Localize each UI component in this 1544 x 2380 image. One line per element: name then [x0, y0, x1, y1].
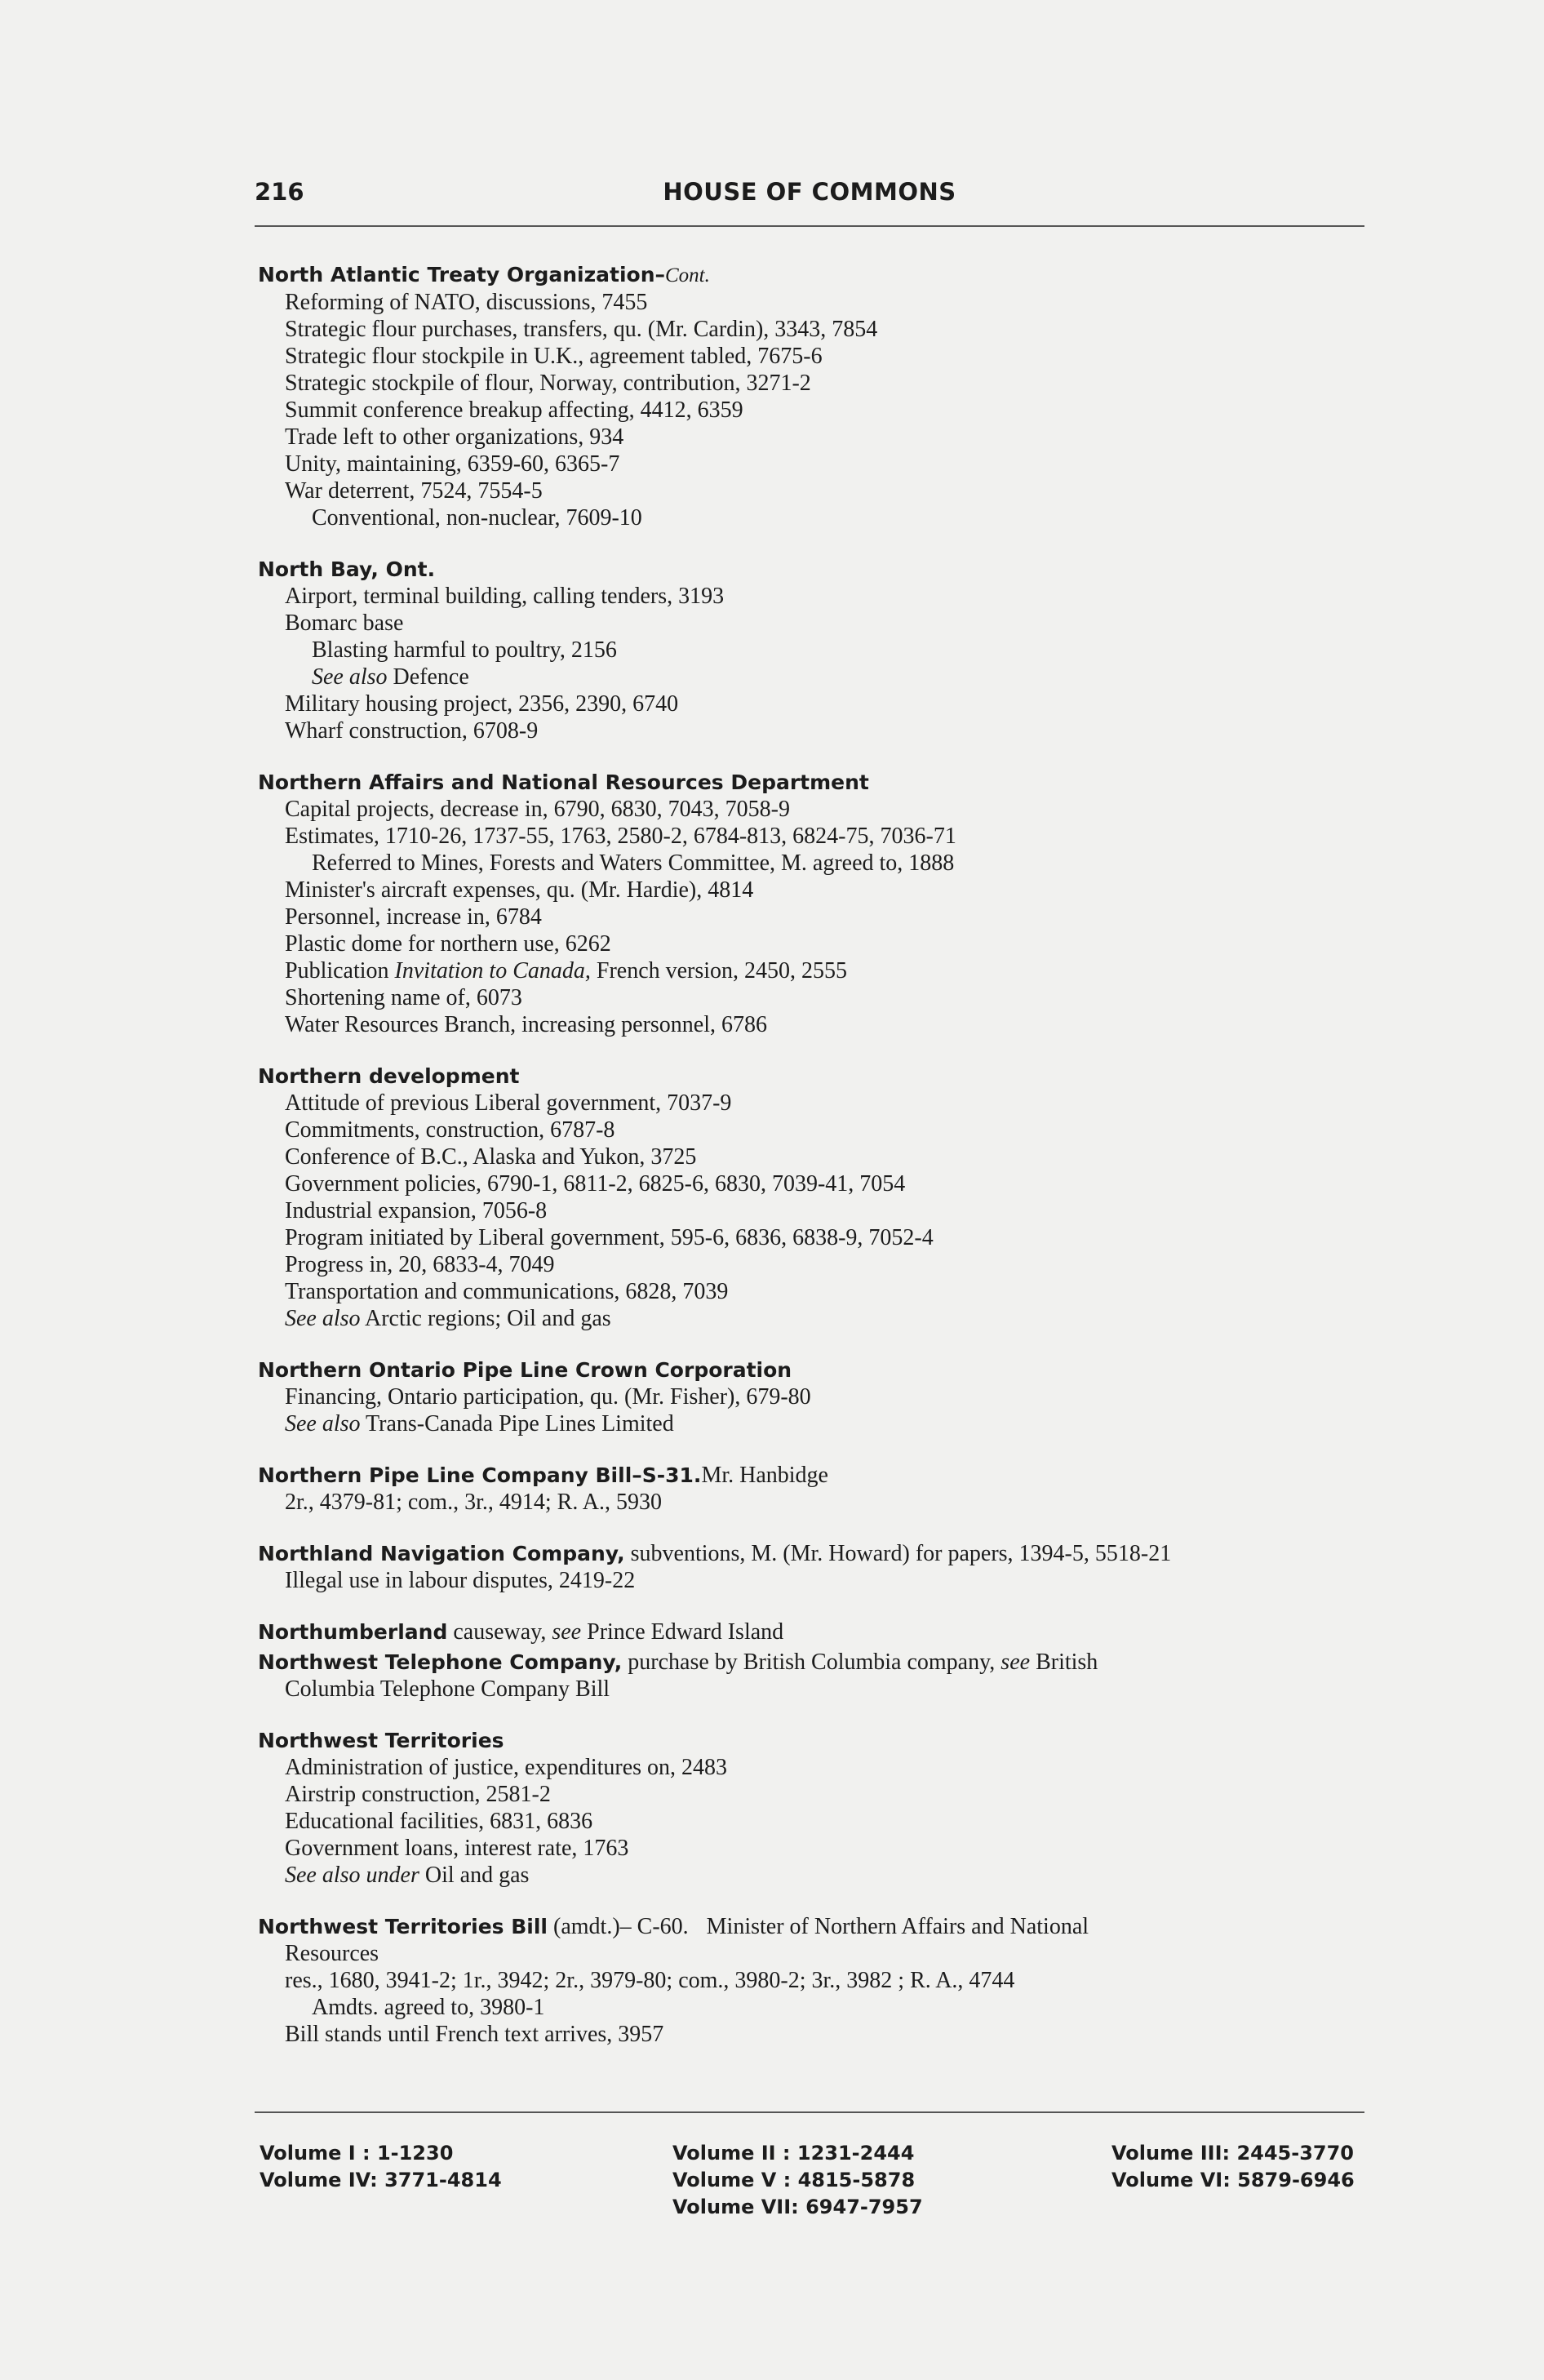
heading-text: Northern Pipe Line Company Bill–S-31.: [258, 1463, 702, 1487]
entry-heading: [258, 1462, 1368, 1489]
entry-heading: [258, 1540, 1368, 1567]
heading-suffix: causeway,: [447, 1619, 552, 1645]
entry-heading: [258, 769, 1368, 796]
footer-rule: [255, 2111, 1364, 2113]
line-text: Strategic flour purchases, transfers, qu. (Mr. Cardin), 3343, 7854: [285, 317, 878, 342]
heading-suffix: purchase by British Columbia company,: [622, 1650, 1001, 1675]
subentry-line: [258, 1143, 1368, 1170]
subentry-line-level-2: [258, 1994, 1368, 2021]
index-entry: [258, 1913, 1368, 2048]
volume-range: Volume IV: 3771-4814: [260, 2169, 502, 2191]
index-entries: [258, 261, 1368, 2072]
index-entry: [258, 1618, 1368, 1645]
heading-text: Northern Ontario Pipe Line Crown Corporation: [258, 1358, 792, 1382]
line-text: Resources: [285, 1941, 379, 1966]
line-text: Financing, Ontario participation, qu. (Mr. Fisher), 679-80: [285, 1384, 811, 1410]
subentry-line: [258, 370, 1368, 397]
line-text: Bill stands until French text arrives, 3957: [285, 2022, 664, 2047]
subentry-line-level-2: [258, 850, 1368, 877]
subentry-line: [258, 984, 1368, 1011]
heading-suffix-italic: see: [1000, 1650, 1031, 1675]
line-text: Progress in, 20, 6833-4, 7049: [285, 1252, 555, 1277]
subentry-line: [258, 1489, 1368, 1516]
subentry-line: [258, 1090, 1368, 1117]
subentry-line: [258, 1567, 1368, 1594]
heading-text: North Atlantic Treaty Organization–: [258, 263, 665, 286]
volume-column-1: [260, 2140, 502, 2194]
subentry-line: [258, 1251, 1368, 1278]
subentry-line: [258, 1117, 1368, 1143]
index-entry: [258, 261, 1368, 531]
volume-range: Volume V : 4815-5878: [672, 2169, 916, 2191]
line-text: Trans-Canada Pipe Lines Limited: [360, 1411, 674, 1436]
entry-heading: [258, 1063, 1368, 1090]
entry-heading: [258, 1618, 1368, 1645]
line-text: Reforming of NATO, discussions, 7455: [285, 290, 648, 315]
line-text: Transportation and communications, 6828, 7039: [285, 1279, 729, 1304]
heading-text: Northwest Territories: [258, 1729, 504, 1752]
line-text: Wharf construction, 6708-9: [285, 718, 539, 744]
line-text: Water Resources Branch, increasing personnel, 6786: [285, 1012, 767, 1037]
line-text: Minister's aircraft expenses, qu. (Mr. Hardie), 4814: [285, 877, 754, 903]
line-text: Amdts. agreed to, 3980-1: [312, 1995, 545, 2020]
subentry-line: [258, 1410, 1368, 1437]
volume-range: Volume II : 1231-2444: [672, 2142, 915, 2165]
heading-suffix-after: Prince Edward Island: [581, 1619, 784, 1645]
subentry-line: [258, 1011, 1368, 1038]
line-text: Shortening name of, 6073: [285, 985, 522, 1010]
volume-range: Volume VI: 5879-6946: [1111, 2169, 1355, 2191]
heading-text: North Bay, Ont.: [258, 557, 436, 581]
heading-italic: Cont.: [665, 264, 710, 286]
volume-range: Volume III: 2445-3770: [1111, 2142, 1354, 2165]
line-text: Columbia Telephone Company Bill: [285, 1676, 610, 1702]
subentry-line: [258, 1808, 1368, 1835]
page-title: HOUSE OF COMMONS: [663, 178, 956, 206]
italic-text: See also under: [285, 1863, 419, 1888]
line-text: Conference of B.C., Alaska and Yukon, 3725: [285, 1144, 697, 1170]
heading-suffix: subventions, M. (Mr. Howard) for papers, 1394-5, 5518-21: [624, 1541, 1172, 1566]
heading-suffix-after: Minister of Northern Affairs and National: [706, 1914, 1089, 1939]
subentry-line: [258, 610, 1368, 637]
volume-column-3: [1111, 2140, 1355, 2194]
line-text: Attitude of previous Liberal government, 7037-9: [285, 1090, 732, 1116]
index-entry: [258, 1540, 1368, 1594]
index-entry: [258, 1649, 1368, 1703]
heading-suffix-italic: see: [552, 1619, 582, 1645]
line-text: Estimates, 1710-26, 1737-55, 1763, 2580-2, 6784-813, 6824-75, 7036-71: [285, 824, 956, 849]
subentry-line-level-2: [258, 664, 1368, 690]
subentry-line: [258, 1278, 1368, 1305]
line-text: Commitments, construction, 6787-8: [285, 1117, 615, 1143]
subentry-line: [258, 717, 1368, 744]
line-text: Government policies, 6790-1, 6811-2, 6825-6, 6830, 7039-41, 7054: [285, 1171, 906, 1197]
italic-text: Invitation to Canada,: [394, 958, 591, 984]
subentry-line: [258, 477, 1368, 504]
subentry-line: [258, 1224, 1368, 1251]
line-text: 2r., 4379-81; com., 3r., 4914; R. A., 5930: [285, 1490, 662, 1515]
entry-heading: [258, 1913, 1368, 1940]
subentry-line: [258, 289, 1368, 316]
subentry-line: [258, 316, 1368, 343]
line-text: Capital projects, decrease in, 6790, 6830, 7043, 7058-9: [285, 797, 790, 822]
line-text: Oil and gas: [419, 1863, 530, 1888]
subentry-line-level-2: [258, 637, 1368, 664]
line-text: Referred to Mines, Forests and Waters Committee, M. agreed to, 1888: [312, 850, 955, 876]
volume-range: Volume I : 1-1230: [260, 2142, 454, 2165]
line-text: Summit conference breakup affecting, 4412, 6359: [285, 397, 743, 423]
line-text: Strategic stockpile of flour, Norway, contribution, 3271-2: [285, 371, 811, 396]
heading-suffix-after: British: [1030, 1650, 1098, 1675]
index-entry: [258, 1357, 1368, 1437]
subentry-line: [258, 1383, 1368, 1410]
subentry-line: [258, 397, 1368, 424]
header-rule: [255, 225, 1364, 227]
index-entry: [258, 1063, 1368, 1332]
entry-heading: [258, 1727, 1368, 1754]
subentry-line: [258, 1967, 1368, 1994]
entry-heading: [258, 261, 1368, 289]
heading-text: Northwest Territories Bill: [258, 1915, 548, 1938]
subentry-line: [258, 904, 1368, 930]
subentry-line: [258, 1862, 1368, 1889]
heading-suffix: (amdt.)– C-60.: [548, 1914, 689, 1939]
volume-footer: [260, 2140, 1369, 2222]
line-text: Airstrip construction, 2581-2: [285, 1782, 551, 1807]
subentry-line: [258, 823, 1368, 850]
line-text: Administration of justice, expenditures on, 2483: [285, 1755, 728, 1780]
line-text: Conventional, non-nuclear, 7609-10: [312, 505, 642, 531]
subentry-line: [258, 424, 1368, 451]
line-text: res., 1680, 3941-2; 1r., 3942; 2r., 3979-80; com., 3980-2; 3r., 3982 ; R. A., 4744: [285, 1968, 1015, 1993]
subentry-line: [258, 796, 1368, 823]
heading-text: Northland Navigation Company,: [258, 1542, 625, 1565]
line-text-after: French version, 2450, 2555: [590, 958, 848, 984]
subentry-line: [258, 583, 1368, 610]
line-text: Bomarc base: [285, 611, 404, 636]
italic-text: See also: [285, 1411, 361, 1436]
subentry-line: [258, 877, 1368, 904]
heading-text: Northumberland: [258, 1620, 448, 1644]
subentry-line: [258, 451, 1368, 477]
line-text: Government loans, interest rate, 1763: [285, 1836, 629, 1861]
subentry-line: [258, 1781, 1368, 1808]
subentry-line: [258, 343, 1368, 370]
entry-heading: [258, 1649, 1368, 1676]
line-text: Arctic regions; Oil and gas: [360, 1306, 611, 1331]
subentry-line: [258, 1676, 1368, 1703]
subentry-line: [258, 2021, 1368, 2048]
heading-text: Northwest Telephone Company,: [258, 1650, 623, 1674]
line-text: War deterrent, 7524, 7554-5: [285, 478, 543, 504]
line-text: Illegal use in labour disputes, 2419-22: [285, 1568, 636, 1593]
subentry-line: [258, 1197, 1368, 1224]
entry-heading: [258, 556, 1368, 583]
heading-suffix: Mr. Hanbidge: [701, 1463, 828, 1488]
line-text: Educational facilities, 6831, 6836: [285, 1809, 593, 1834]
line-text: Unity, maintaining, 6359-60, 6365-7: [285, 451, 620, 477]
heading-text: Northern Affairs and National Resources Department: [258, 770, 869, 794]
italic-text: See also: [312, 664, 388, 690]
italic-text: See also: [285, 1306, 361, 1331]
page-number: 216: [255, 178, 304, 206]
subentry-line: [258, 1754, 1368, 1781]
index-entry: [258, 1462, 1368, 1516]
line-text: Trade left to other organizations, 934: [285, 424, 624, 450]
heading-text: Northern development: [258, 1064, 520, 1088]
line-text: Plastic dome for northern use, 6262: [285, 931, 611, 957]
subentry-line: [258, 690, 1368, 717]
line-text: Program initiated by Liberal government, 595-6, 6836, 6838-9, 7052-4: [285, 1225, 934, 1250]
subentry-line: [258, 1835, 1368, 1862]
subentry-line: [258, 957, 1368, 984]
index-entry: [258, 1727, 1368, 1889]
subentry-line: [258, 930, 1368, 957]
subentry-line-level-2: [258, 504, 1368, 531]
line-text: Airport, terminal building, calling tenders, 3193: [285, 584, 725, 609]
volume-range: Volume VII: 6947-7957: [672, 2196, 923, 2218]
subentry-line: [258, 1305, 1368, 1332]
volume-column-2: [672, 2140, 923, 2221]
line-text: Publication: [285, 958, 395, 984]
line-text: Military housing project, 2356, 2390, 6740: [285, 691, 679, 717]
index-entry: [258, 556, 1368, 744]
subentry-line: [258, 1940, 1368, 1967]
line-text: Industrial expansion, 7056-8: [285, 1198, 548, 1223]
page-header: [255, 178, 1364, 214]
index-entry: [258, 769, 1368, 1038]
line-text: Defence: [387, 664, 469, 690]
subentry-line: [258, 1170, 1368, 1197]
line-text: Personnel, increase in, 6784: [285, 904, 542, 930]
line-text: Blasting harmful to poultry, 2156: [312, 637, 617, 663]
line-text: Strategic flour stockpile in U.K., agreement tabled, 7675-6: [285, 344, 823, 369]
entry-heading: [258, 1357, 1368, 1383]
